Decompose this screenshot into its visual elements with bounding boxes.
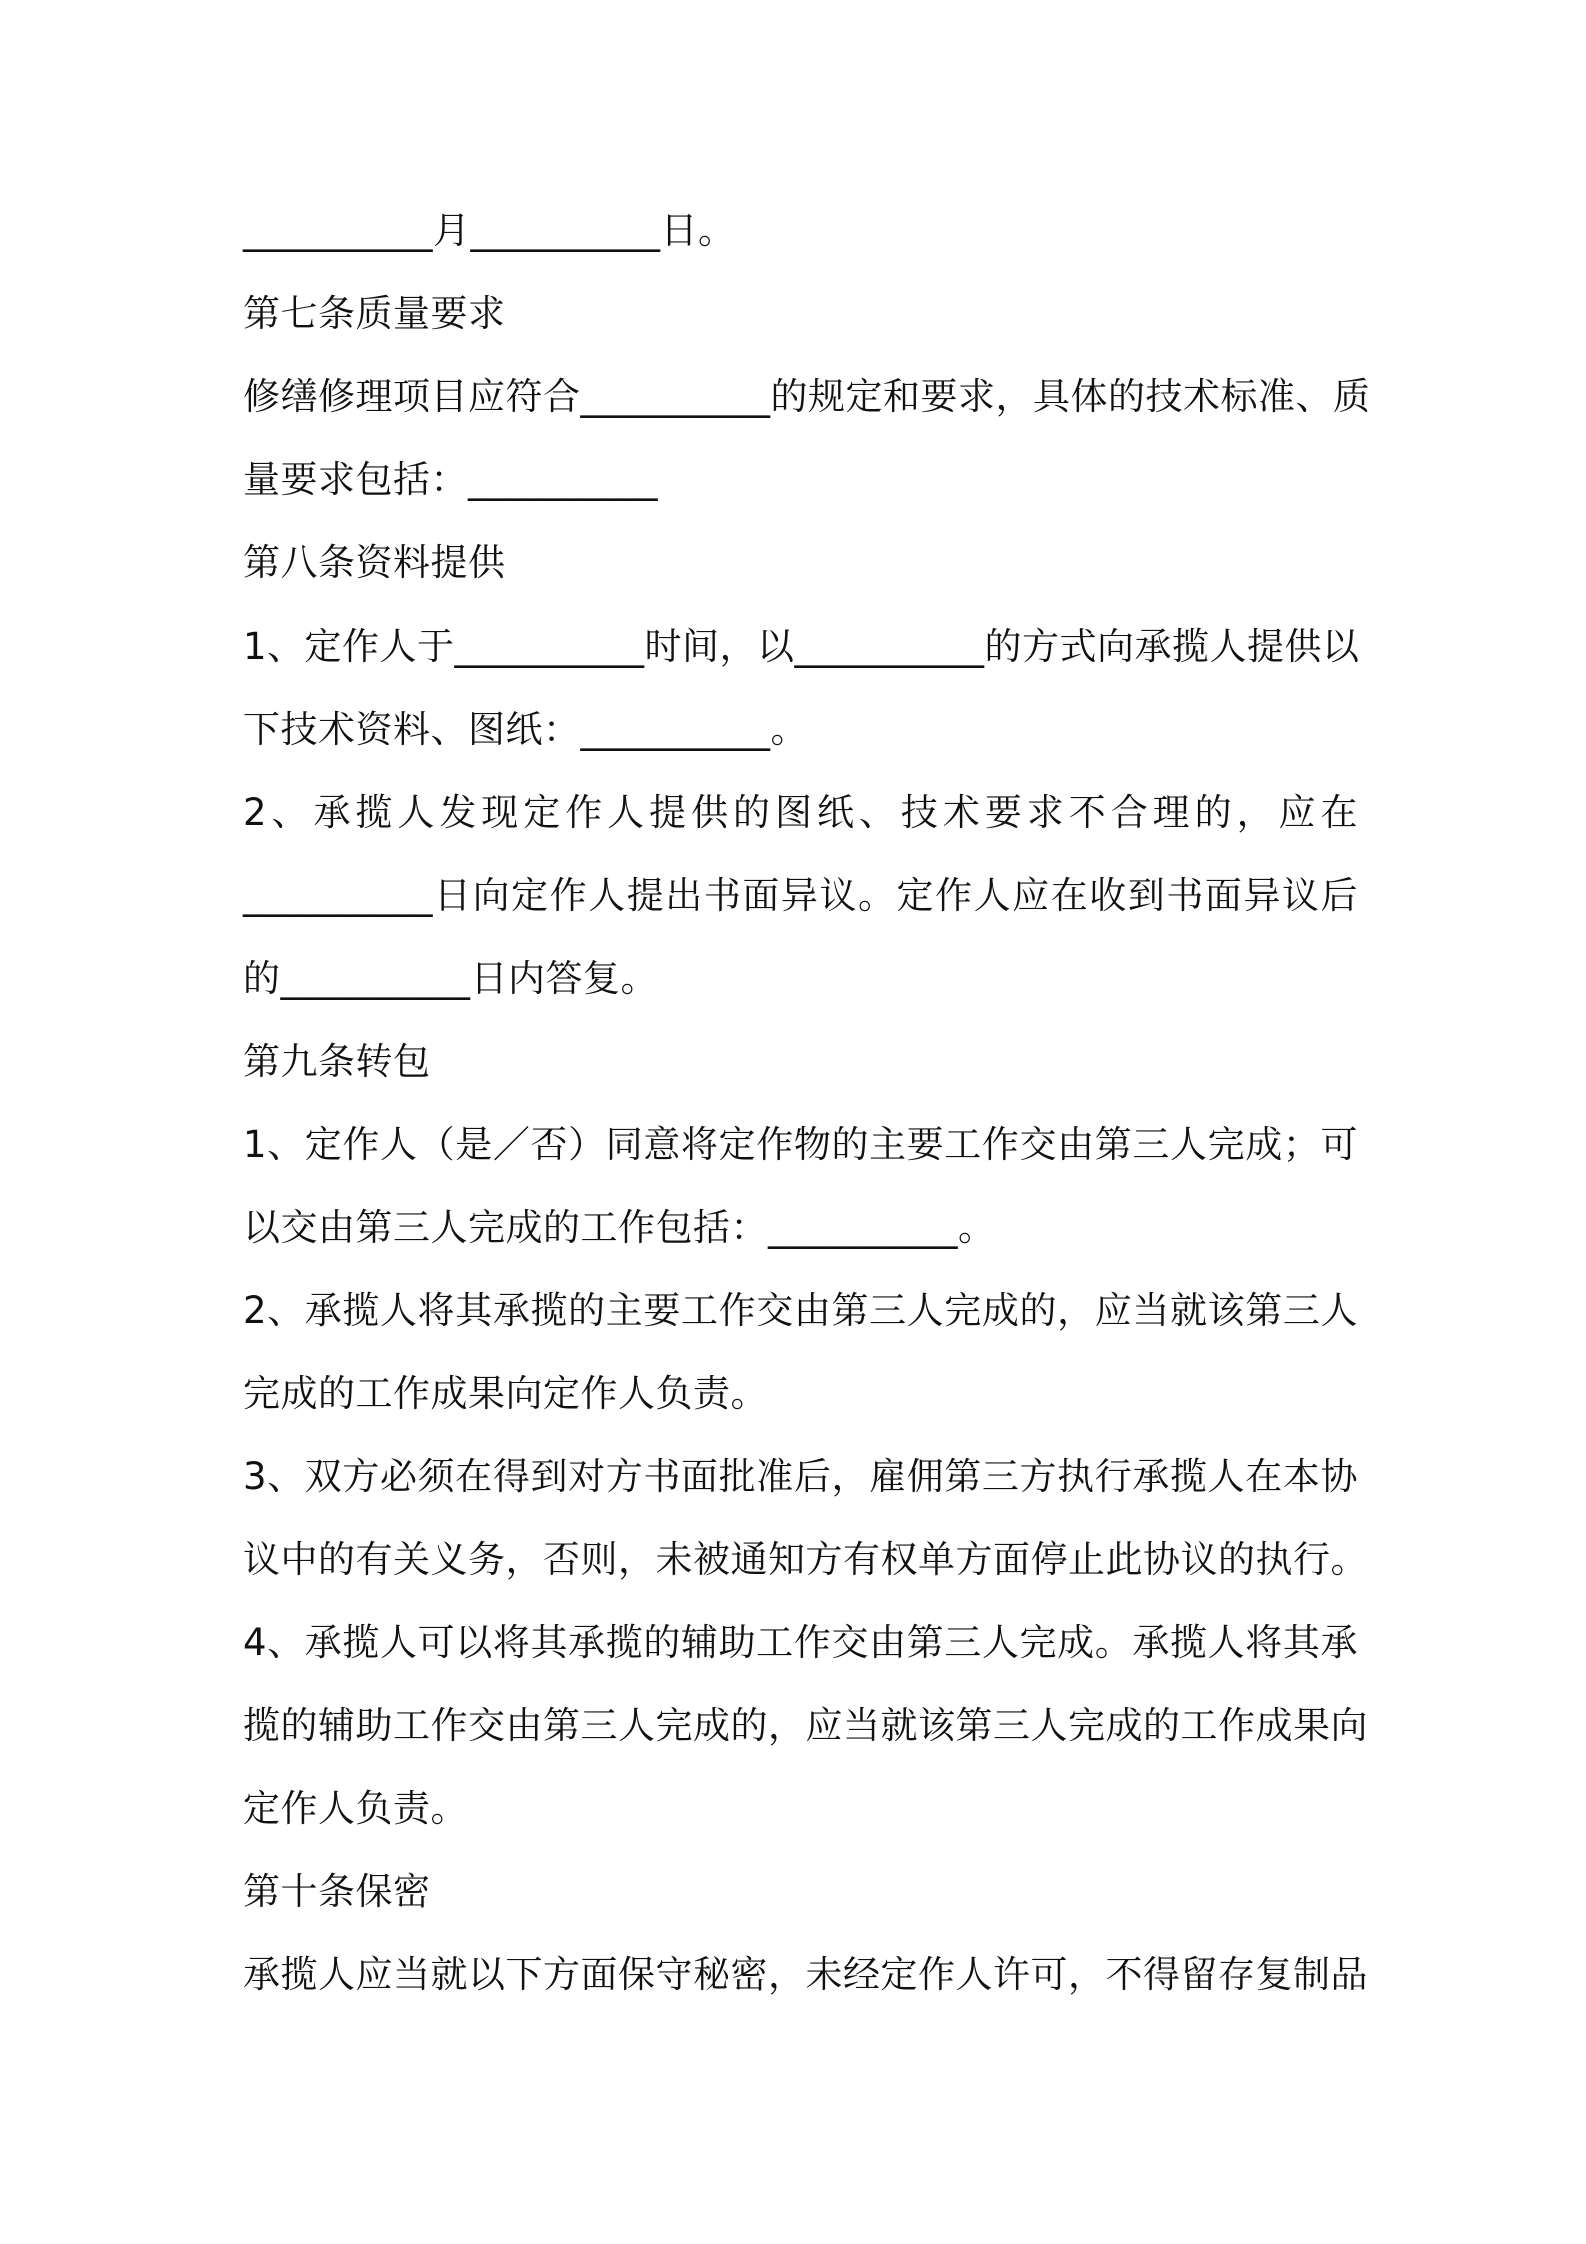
- article-8-item-1-line-1: 1、定作人于__________时间，以__________的方式向承揽人提供以: [243, 625, 1360, 668]
- article-9-item-1-line-2: 以交由第三人完成的工作包括：__________。: [243, 1206, 996, 1249]
- article-10-heading: 第十条保密: [243, 1870, 431, 1913]
- article-7-heading: 第七条质量要求: [243, 292, 506, 335]
- article-9-item-4-line-3: 定作人负责。: [243, 1787, 468, 1830]
- article-8-item-2-line-2: __________日向定作人提出书面异议。定作人应在收到书面异议后: [243, 874, 1358, 917]
- date-line: __________月__________日。: [243, 209, 736, 252]
- article-8-item-2-line-3: 的__________日内答复。: [243, 957, 658, 1000]
- article-10-text-line-1: 承揽人应当就以下方面保守秘密，未经定作人许可，不得留存复制品: [243, 1953, 1368, 1996]
- article-8-heading: 第八条资料提供: [243, 541, 506, 584]
- article-9-item-3-line-1: 3、双方必须在得到对方书面批准后，雇佣第三方执行承揽人在本协: [243, 1455, 1358, 1498]
- article-9-item-4-line-2: 揽的辅助工作交由第三人完成的，应当就该第三人完成的工作成果向: [243, 1704, 1368, 1747]
- article-9-heading: 第九条转包: [243, 1040, 431, 1083]
- article-9-item-1-line-1: 1、定作人（是／否）同意将定作物的主要工作交由第三人完成；可: [243, 1123, 1358, 1166]
- article-9-item-2-line-1: 2、承揽人将其承揽的主要工作交由第三人完成的，应当就该第三人: [243, 1289, 1358, 1332]
- article-7-text-line-1: 修缮修理项目应符合__________的规定和要求，具体的技术标准、质: [243, 375, 1371, 418]
- article-8-item-2-line-1: 2、承揽人发现定作人提供的图纸、技术要求不合理的，应在: [243, 791, 1358, 834]
- article-9-item-4-line-1: 4、承揽人可以将其承揽的辅助工作交由第三人完成。承揽人将其承: [243, 1621, 1358, 1664]
- article-7-text-line-2: 量要求包括：__________: [243, 458, 658, 501]
- article-9-item-3-line-2: 议中的有关义务，否则，未被通知方有权单方面停止此协议的执行。: [243, 1538, 1368, 1581]
- article-8-item-1-line-2: 下技术资料、图纸：__________。: [243, 708, 808, 751]
- article-9-item-2-line-2: 完成的工作成果向定作人负责。: [243, 1372, 768, 1415]
